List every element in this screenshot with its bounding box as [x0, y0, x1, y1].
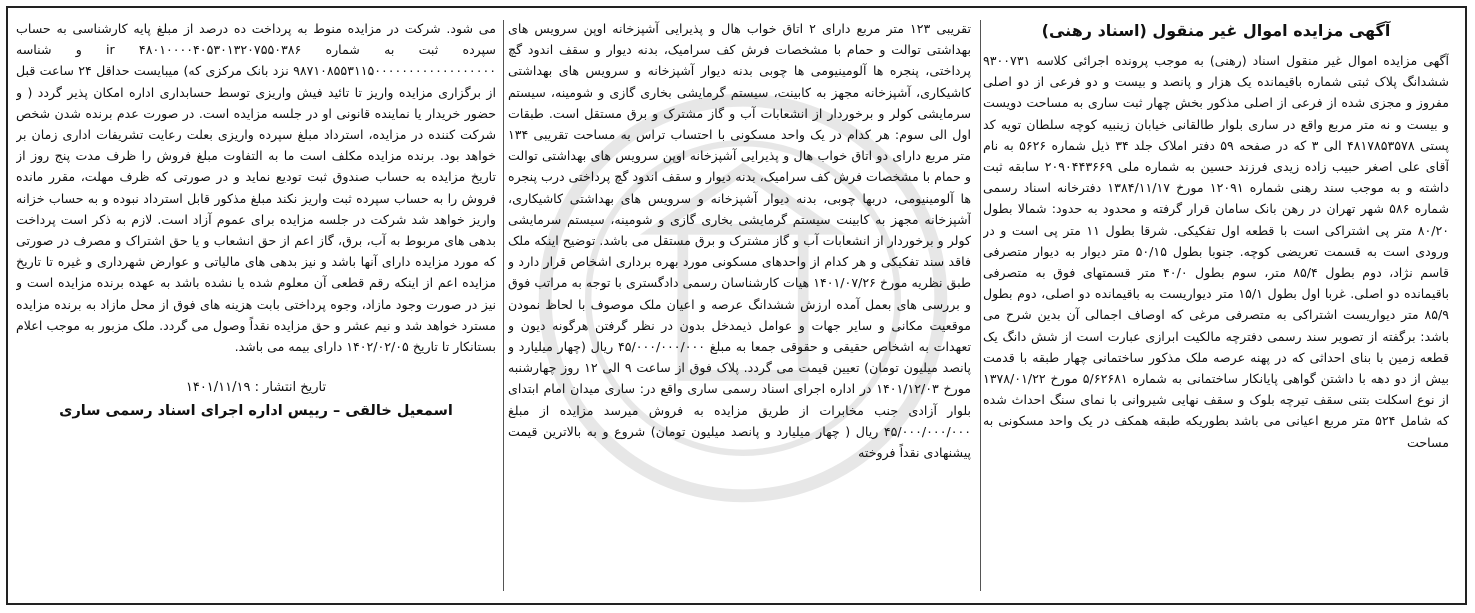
notice-column-middle [508, 18, 971, 597]
notice-body-part-3: می شود. شرکت در مزایده منوط به پرداخت ده درصد از مبلغ پایه کارشناسی به حساب سپرده ثبت به شماره ir ۴۸۰۱۰۰۰۰۴۰۵۳۰۱۳۲۰۷۵۵۰۳۸۶ و شناسه ۹۸۷۱۰۸۵۵۳۱۱۵۰۰۰۰۰۰۰۰۰۰۰۰۰۰۰۰۰۰ نزد بانک مرکزی که) میبایست حداقل ۲۴ ساعت قبل از برگزاری مزایده واریز تا تائید فیش واریزی توسط حسابداری اداره امکان پذیر گردد ( و حضور خریدار یا نماینده قانونی او در جلسه مزایده است. در صورت عدم برنده شدن شخص شرکت کننده در مزایده، استرداد مبلغ سپرده واریزی بعلت رعایت تشریفات اداری زمان بر خواهد بود. برنده مزایده مکلف است ما به التفاوت مبلغ فروش را ظرف مدت پنج روز از تاریخ مزایده به حساب صندوق ثبت تودیع نماید و در صورتی که ظرف مهلت، مقرر مانده فروش را به حساب سپرده ثبت واریز نکند مبلغ مذکور قابل استرداد نبوده و به حساب خزانه واریز خواهد شد شرکت در جلسه مزایده برای عموم آزاد است. لازم به ذکر است پرداخت بدهی های مربوط به آب، برق، گاز اعم از حق انشعاب و یا حق اشتراک و مصرف در صورتی که مورد مزایده دارای آنها باشد و نیز بدهی های مالیاتی و عوارض شهرداری و غیره تا تاریخ مزایده اعم از اینکه رقم قطعی آن معلوم شده یا نشده باشد به عهده برنده مزایده است و نیز در صورت وجود مازاد، وجوه پرداختی بابت هزینه های فوق از محل مازاد به برنده مزایده مسترد خواهد شد و نیم عشر و حق مزایده نقداً وصول می گردد. ملک مزبور به موجب اعلام بستانکار تا تاریخ ۱۴۰۲/۰۲/۰۵ دارای بیمه می باشد. [16, 21, 496, 355]
notice-body-part-2: تقریبی ۱۲۳ متر مربع دارای ۲ اتاق خواب هال و پذیرایی آشپزخانه اوپن سرویس های بهداشتی توالت و حمام با مشخصات فرش کف سرامیک، بدنه دیوار و سقف اندود گچ پرداختی، پنجره ها آلومینیومی ها چوبی بدنه دیوار آشپزخانه و سرویس های بهداشتی کاشیکاری، آشپزخانه مجهز به کابینت، سیستم گرمایشی بخاری گازی و شومینه، سیستم سرمایشی کولر و برخوردار از انشعابات آب و گاز مشترک و برق مستقل است. طبقات اول الی سوم: هر کدام در یک واحد مسکونی با احتساب تراس به مساحت تقریبی ۱۳۴ متر مربع دارای دو اتاق خواب هال و پذیرایی آشپزخانه اوپن سرویس های بهداشتی توالت و حمام با مشخصات فرش کف سرامیک، بدنه دیوار و سقف اندود گچ پرداختی درب پنجره ها آلومینیومی، دربها چوبی، بدنه دیوار آشپزخانه و سرویس های بهداشتی کاشیکاری، آشپزخانه مجهز به کابینت سیستم گرمایشی بخاری گازی و شومینه، سیستم سرمایشی کولر و برخوردار از انشعابات آب و گاز مشترک و برق مستقل می باشد. توضیح اینکه ملک فاقد سند تفکیکی و هر کدام از واحدهای مسکونی مورد بهره برداری اشخاص قرار دارد و طبق نظریه مورخ ۱۴۰۱/۰۷/۲۶ هیات کارشناسان رسمی دادگستری با توجه به مراتب فوق و بررسی های بعمل آمده ارزش ششدانگ عرصه و اعیان ملک موصوف با لحاظ نمودن موقعیت مکانی و سایر جهات و عوامل ذیمدخل بدون در نظر گرفتن هرگونه دیون و تعهدات به اشخاص حقیقی و حقوقی جمعا به مبلغ ۴۵/۰۰۰/۰۰۰/۰۰۰ ریال (چهار میلیارد و پانصد میلیون تومان) تعیین قیمت می گردد. پلاک فوق از ساعت ۹ الی ۱۲ روز چهارشنبه مورخ ۱۴۰۱/۱۲/۰۳ در اداره اجرای اسناد رسمی ساری واقع در: ساری میدان امام ابتدای بلوار آزادی جنب مخابرات از طریق مزایده به فروش میرسد مزایده از مبلغ ۴۵/۰۰۰/۰۰۰/۰۰۰ ریال ( چهار میلیارد و پانصد میلیون تومان) شروع و به بالاترین قیمت پیشنهادی نقداً فروخته [508, 21, 971, 461]
notice-column-left [16, 18, 496, 597]
notice-frame [6, 6, 1467, 605]
notice-body-part-1: آگهی مزایده اموال غیر منقول اسناد (رهنی) به موجب پرونده اجرائی کلاسه ۹۳۰۰۷۳۱ ششدانگ پلاک ثبتی شماره باقیمانده یک هزار و پانصد و بیست و دو فرعی از دو اصلی مفروز و مجزی شده از فرعی از اصلی مذکور بخش چهار ثبت ساری به مساحت دویست و بیست و نه متر مربع واقع در ساری بلوار طالقانی خیابان زینبیه کوچه سلطان تویه کد پستی ۴۸۱۷۸۵۳۵۷۸ الی ۳ که در صفحه ۵۹ دفتر املاک جلد ۳۴ ذیل شماره ۵۶۲۶ به نام آقای علی اصغر حبیب زاده زیدی فرزند حسین به شماره ملی ۲۰۹۰۴۴۳۶۶۹ سابقه ثبت داشته و به موجب سند رهنی شماره ۱۲۰۹۱ مورخ ۱۳۸۴/۱۱/۱۷ دفترخانه اسناد رسمی شماره ۵۸۶ شهر تهران در رهن بانک سامان قرار گرفته و محدود به حدود: شمالا بطول ۸۰/۲۰ متر پی اشتراکی است با قطعه اول تفکیکی. شرقا بطول ۱۱ متر پی است و در ورودی است به قسمت تعریضی کوچه. جنوبا بطول ۵۰/۱۵ متر دیوار به دیوار متصرفی قاسم نژاد، دوم بطول ۸۵/۴ متر، سوم بطول ۴۰/۰ متر قسمتهای فوق به متصرفی باقیمانده دو اصلی. غربا اول بطول ۱۵/۱ متر دیواریست به باقیمانده دو اصلی، دوم بطول ۸۵/۹ متر دیواریست اشتراکی به متصرفی مرغی که اوصاف اجمالی آن بدین شرح می باشد: برگفته از تصویر سند رسمی دفترچه مالکیت ابرازی عبارت است از شش دانگ یک قطعه زمین با بنای احداثی که در پهنه عرصه ملک مذکور ساختمانی چهار طبقه با قدمت بیش از دو دهه با داشتن گواهی پایانکار ساختمانی به شماره ۵/۶۲۶۸۱ مورخ ۱۳۷۸/۰۱/۲۲ از نوع اسکلت بتنی سقف تیرچه بلوک و سقف نهایی شیروانی با نمای سنگ احداث شده که شامل ۵۲۴ متر مربع اعیانی می باشد بطوریکه طبقه همکف در یک واحد مسکونی به مساحت [983, 53, 1449, 450]
column-divider [980, 20, 981, 591]
column-divider [503, 20, 504, 591]
notice-column-right [983, 18, 1449, 597]
notice-footer [16, 377, 496, 423]
signer-name: اسمعیل خالقی – رییس اداره اجرای اسناد رسمی ساری [59, 403, 453, 420]
notice-title: آگهی مزایده اموال غیر منقول (اسناد رهنی) [1041, 21, 1391, 40]
publication-date: تاریخ انتشار : ۱۴۰۱/۱۱/۱۹ [185, 380, 327, 396]
